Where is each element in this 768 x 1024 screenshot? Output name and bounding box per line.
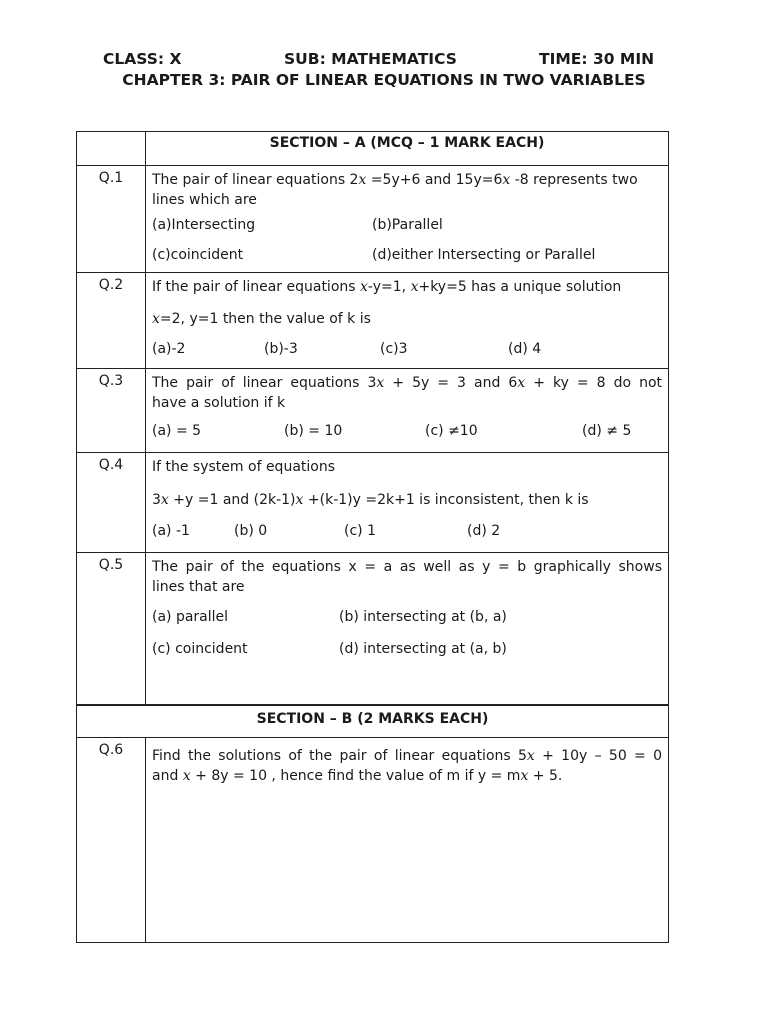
question-text: The pair of linear equations 2x =5y+6 and 15y=6x -8 represents two bbox=[152, 172, 638, 188]
option-c: (c) 1 bbox=[344, 523, 376, 539]
question-number: Q.6 bbox=[77, 738, 146, 943]
chapter-title: CHAPTER 3: PAIR OF LINEAR EQUATIONS IN TWO VARIABLES bbox=[122, 71, 646, 89]
subject-label: SUB: MATHEMATICS bbox=[284, 50, 457, 68]
option-a: (a) = 5 bbox=[152, 423, 202, 439]
option-d: (d) 4 bbox=[508, 341, 542, 357]
question-number: Q.5 bbox=[77, 553, 146, 706]
option-c: (c)3 bbox=[380, 341, 408, 357]
section-a-table bbox=[76, 131, 669, 706]
question-body: The pair of linear equations 3x + 5y = 3 and 6x + ky = 8 do not have a solution if k (a) = 5 (b) = 10 (c) ≠10 (d) ≠ 5 bbox=[146, 369, 669, 453]
option-c: (c) ≠10 bbox=[425, 423, 478, 439]
time-label: TIME: 30 MIN bbox=[539, 50, 655, 68]
option-b: (b) = 10 bbox=[284, 423, 343, 439]
question-number: Q.4 bbox=[77, 453, 146, 553]
option-a: (a)Intersecting bbox=[152, 217, 256, 233]
question-body: Find the solutions of the pair of linear equations 5x + 10y – 50 = 0 and x + 8y = 10 , hence find the value of m if y = mx + 5. bbox=[146, 738, 669, 943]
option-d: (d)either Intersecting or Parallel bbox=[372, 247, 596, 263]
option-b: (b)-3 bbox=[264, 341, 298, 357]
question-text: The pair of the equations x = a as well as y = b graphically shows bbox=[152, 559, 662, 575]
option-c: (c)coincident bbox=[152, 247, 244, 263]
class-label: CLASS: X bbox=[103, 50, 182, 68]
option-a: (a) -1 bbox=[152, 523, 190, 539]
section-b-title: SECTION – B (2 MARKS EACH) bbox=[77, 705, 669, 738]
options bbox=[152, 247, 662, 267]
question-number: Q.3 bbox=[77, 369, 146, 453]
section-b-table bbox=[76, 704, 669, 943]
option-d: (d) ≠ 5 bbox=[582, 423, 632, 439]
options bbox=[152, 217, 662, 237]
option-d: (d) intersecting at (a, b) bbox=[339, 641, 507, 657]
question-number: Q.1 bbox=[77, 166, 146, 273]
question-text: If the pair of linear equations x-y=1, x+ky=5 has a unique solution bbox=[152, 279, 622, 295]
question-body: If the pair of linear equations x-y=1, x+ky=5 has a unique solution x=2, y=1 then the value of k is (a)-2 (b)-3 (c)3 (d) 4 bbox=[146, 273, 669, 369]
question-body: The pair of linear equations 2x =5y+6 and 15y=6x -8 represents two lines which are (a)Intersecting (b)Parallel (c)coincident (d)either Intersecting or Parallel bbox=[146, 166, 669, 273]
options bbox=[152, 341, 662, 361]
option-a: (a) parallel bbox=[152, 609, 229, 625]
option-a: (a)-2 bbox=[152, 341, 186, 357]
question-text: The pair of linear equations 3x + 5y = 3 and 6x + ky = 8 do not bbox=[152, 375, 663, 391]
question-row bbox=[77, 369, 669, 453]
question-row bbox=[77, 738, 669, 943]
question-body: If the system of equations 3x +y =1 and (2k-1)x +(k-1)y =2k+1 is inconsistent, then k is (a) -1 (b) 0 (c) 1 (d) 2 bbox=[146, 453, 669, 553]
question-row bbox=[77, 273, 669, 369]
option-c: (c) coincident bbox=[152, 641, 248, 657]
question-text: If the system of equations bbox=[152, 459, 336, 475]
option-b: (b) intersecting at (b, a) bbox=[339, 609, 507, 625]
option-b: (b) 0 bbox=[234, 523, 268, 539]
options bbox=[152, 523, 662, 543]
options bbox=[152, 423, 662, 443]
options bbox=[152, 609, 662, 629]
question-row bbox=[77, 553, 669, 706]
question-row bbox=[77, 453, 669, 553]
question-body: The pair of the equations x = a as well as y = b graphically shows lines that are (a) parallel (b) intersecting at (b, a) (c) coincident (d) intersecting at (a, b) bbox=[146, 553, 669, 706]
option-d: (d) 2 bbox=[467, 523, 501, 539]
question-number: Q.2 bbox=[77, 273, 146, 369]
question-row bbox=[77, 166, 669, 273]
section-a-title: SECTION – A (MCQ – 1 MARK EACH) bbox=[146, 132, 669, 166]
question-text: Find the solutions of the pair of linear equations 5x + 10y – 50 = 0 bbox=[152, 748, 663, 764]
option-b: (b)Parallel bbox=[372, 217, 443, 233]
options bbox=[152, 641, 662, 661]
